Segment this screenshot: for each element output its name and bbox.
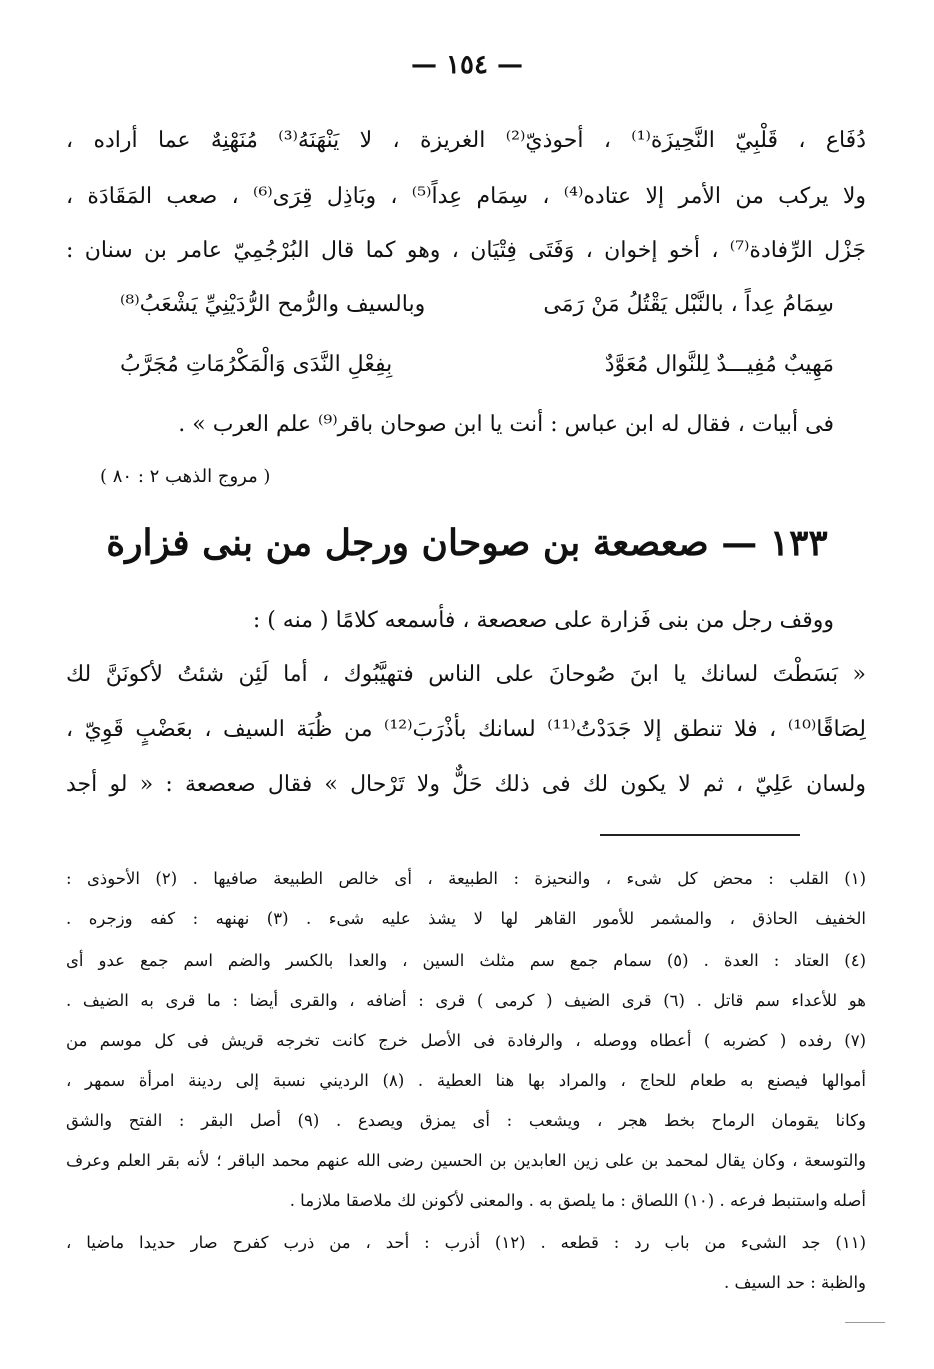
section-heading: ١٣٣ — صعصعة بن صوحان ورجل من بنى فزارة (106, 522, 828, 564)
page-number: — ١٥٤ — (410, 50, 524, 80)
footnote-line-4: هو للأعداء سم قاتل . (٦) قرى الضيف ( كرمى ) قرى : أضافه ، والقرى أيضا : ما قرى به الضيف . (66, 991, 866, 1010)
after-verse-line: فى أبيات ، فقال له ابن عباس : أنت يا ابن صوحان باقر⁽⁹⁾ علم العرب » . (178, 412, 834, 437)
body-line-2: « بَسَطْتَ لسانك يا ابنَ صُوحانَ على الناس فتهيَّبُوك ، أما لَئِن شئتُ لأكونَنَّ لك (66, 662, 866, 687)
body-line-1: ووقف رجل من بنى فَزارة على صعصعة ، فأسمعه كلامًا ( منه ) : (252, 608, 834, 633)
footnote-line-7: وكانا يقومان الرماح بخط هجر ، ويشعب : أى يمزق ويصدع . (٩) أصل البقر : الفتح والشق (66, 1111, 866, 1130)
footnote-line-5: (٧) رفده ( كضربه ) أعطاه ووصله ، والرفادة فى الأصل خرج كانت تخرجه قريش فى كل موسم من (66, 1031, 866, 1050)
footnote-line-3: (٤) العتاد : العدة . (٥) سمام جمع سم مثلث السين ، والعدا بالكسر والضم اسم جمع عدو أى (66, 951, 866, 970)
verse-1-second-hemistich: وبالسيف والرُّمح الرُّدَيْنِيِّ يَشْعَبُ⁽⁸⁾ (120, 292, 426, 317)
footnote-line-10: (١١) جد الشىء من باب رد : قطعه . (١٢) أذرب : أحد ، من ذرب كفرح صار حديدا ماضيا ، (66, 1233, 866, 1252)
footnote-separator (600, 834, 800, 836)
verse-2-second-hemistich: بِفِعْلِ النَّدَى وَالْمَكْرُمَاتِ مُجَرَّبُ (120, 352, 393, 377)
footnote-line-9: أصله واستنبط فرعه . (١٠) اللصاق : ما يلصق به . والمعنى لأكونن لك ملاصقا ملازما . (289, 1191, 866, 1210)
verse-1-first-hemistich: سِمَامُ عِداً ، بالنَّبْل يَقْتُلُ مَنْ رَمَى (543, 292, 834, 317)
source-citation: ( مروج الذهب ٢ : ٨٠ ) (100, 466, 271, 487)
body-line-3: لِصَاقًا⁽¹⁰⁾ ، فلا تنطق إلا جَدَدْتُ⁽¹¹⁾ لسانك بأذْرَبَ⁽¹²⁾ من ظُبَة السيف ، بعَضْبٍ قَوِيّ ، (66, 717, 866, 742)
top-line-2: ولا يركب من الأمر إلا عتاده⁽⁴⁾ ، سِمَام عِداً⁽⁵⁾ ، وبَاذِل قِرَى⁽⁶⁾ ، صعب المَقَادَة ، (66, 184, 867, 209)
top-line-1: دُفَاع ، قَلْبِيّ النَّحِيزَة⁽¹⁾ ، أحوذيّ⁽²⁾ الغريزة ، لا يَنْهَنَهُ⁽³⁾ مُنَهْنِهٌ عما أراده ، (66, 128, 866, 153)
footnote-line-2: الخفيف الحاذق ، والمشمر للأمور القاهر لها لا يشذ عليه شىء . (٣) نهنهه : كفه وزجره . (66, 909, 866, 928)
footnote-line-11: والظبة : حد السيف . (724, 1273, 866, 1292)
corner-mark (845, 1322, 885, 1323)
body-line-4: ولسان عَلِيّ ، ثم لا يكون لك فى ذلك حَلٌّ ولا تَرْحال » فقال صعصعة : « لو أجد (66, 772, 866, 797)
top-line-3: جَزْل الرِّفادة⁽⁷⁾ ، أخو إخوان ، وَفَتَى فِتْيَان ، وهو كما قال البُرْجُمِيّ عامر بن سنان : (66, 238, 866, 263)
footnote-line-8: والتوسعة ، وكان يقال لمحمد بن على زين العابدين بن الحسين رضى الله عنهم محمد الباقر ؛ لأنه بقر العلم وعرف (66, 1151, 866, 1170)
footnote-line-6: أموالها فيصنع به طعام للحاج ، والمراد بها هنا العطية . (٨) الرديني نسبة إلى ردينة امرأة سمهر ، (66, 1071, 866, 1090)
verse-2-first-hemistich: مَهِيبٌ مُفِيـــدٌ لِلنَّوال مُعَوَّدٌ (604, 352, 834, 377)
footnote-line-1: (١) القلب : محض كل شىء ، والنحيزة : الطبيعة ، أى خالص الطبيعة صافيها . (٢) الأحوذى : (66, 869, 866, 888)
